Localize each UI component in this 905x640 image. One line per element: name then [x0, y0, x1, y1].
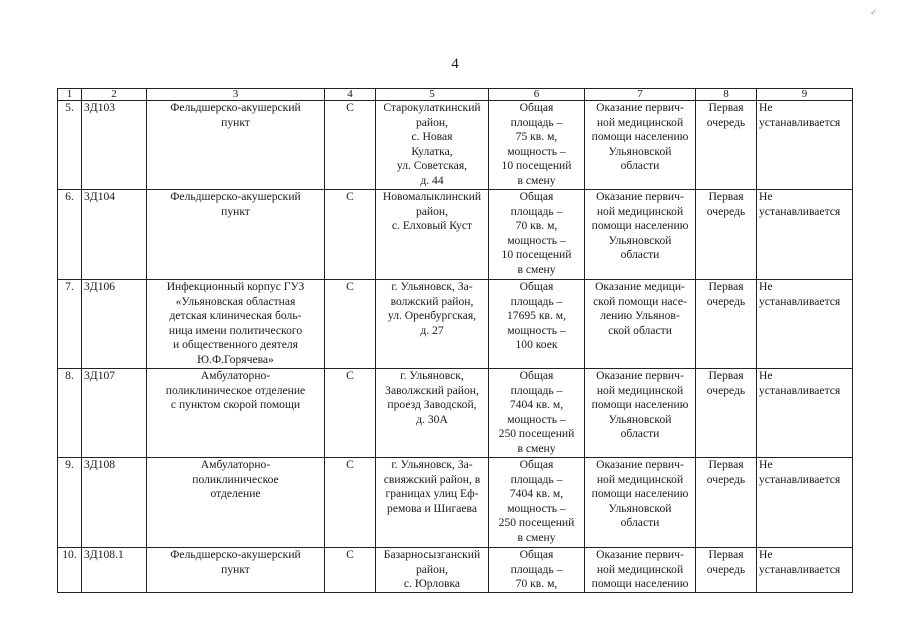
object-name: Инфекционный корпус ГУЗ «Ульяновская областная детская клиническая боль- ница имени политического и общественного деятеля Ю.Ф.Горячева» [166, 280, 305, 366]
object-name-cell [147, 548, 325, 593]
object-code: 3Д108 [84, 458, 116, 471]
category-cell [325, 548, 376, 593]
object-name-cell [147, 280, 325, 369]
characteristics: Общая площадь – 7404 кв. м, мощность – 250 посещений в смену [498, 458, 575, 544]
column-header: 4 [325, 89, 376, 101]
object-name-cell [147, 369, 325, 458]
object-code: 3Д104 [84, 190, 116, 203]
object-code-cell [82, 458, 147, 548]
scan-artifact-mark: ✓ [870, 8, 878, 18]
object-name-cell [147, 101, 325, 190]
zone-status: Не устанавливается [759, 280, 841, 308]
purpose-cell [585, 458, 696, 548]
location: Старокулаткинский район, с. Новая Кулатка, ул. Советская, д. 44 [383, 101, 481, 187]
purpose-cell [585, 548, 696, 593]
object-code-cell [82, 548, 147, 593]
object-name: Амбулаторно- поликлиническое отделение [192, 458, 279, 501]
characteristics-cell [489, 548, 585, 593]
characteristics-cell [489, 101, 585, 190]
purpose: Оказание медици- ской помощи насе- лению Ульянов- ской области [593, 280, 687, 337]
location-cell [376, 458, 489, 548]
table-header-row [58, 89, 853, 101]
purpose-cell [585, 369, 696, 458]
object-name: Фельдшерско-акушерский пункт [170, 101, 301, 129]
category: С [346, 280, 354, 293]
characteristics: Общая площадь – 17695 кв. м, мощность – 100 коек [506, 280, 567, 352]
object-code: 3Д108.1 [84, 548, 124, 561]
zone-status: Не устанавливается [759, 101, 841, 129]
characteristics: Общая площадь – 7404 кв. м, мощность – 250 посещений в смену [498, 369, 575, 455]
priority: Первая очередь [706, 458, 746, 486]
column-header: 5 [376, 89, 489, 101]
table-row [58, 280, 853, 369]
column-header: 1 [58, 89, 82, 101]
location-cell [376, 190, 489, 280]
purpose: Оказание первич- ной медицинской помощи населению Ульяновской области [591, 190, 689, 262]
characteristics: Общая площадь – 75 кв. м, мощность – 10 посещений в смену [501, 101, 572, 187]
zone-status: Не устанавливается [759, 548, 841, 576]
location: Базарносызганский район, с. Юрловка [383, 548, 481, 591]
characteristics: Общая площадь – 70 кв. м, [510, 548, 563, 591]
priority: Первая очередь [706, 280, 746, 308]
table-row [58, 458, 853, 548]
object-code: 3Д103 [84, 101, 116, 114]
row-number: 7. [65, 280, 74, 293]
zone-status: Не устанавливается [759, 369, 841, 397]
category: С [346, 458, 354, 471]
zone-status: Не устанавливается [759, 190, 841, 218]
table-row [58, 548, 853, 593]
row-number: 6. [65, 190, 74, 203]
priority-cell [696, 101, 757, 190]
row-number: 10. [62, 548, 77, 561]
page-number: 4 [451, 56, 459, 72]
column-header: 2 [82, 89, 147, 101]
location: г. Ульяновск, За- волжский район, ул. Оренбургская, д. 27 [387, 280, 477, 337]
location-cell [376, 548, 489, 593]
priority: Первая очередь [706, 369, 746, 397]
priority: Первая очередь [706, 101, 746, 129]
priority-cell [696, 548, 757, 593]
zone-status-cell [757, 458, 853, 548]
priority-cell [696, 280, 757, 369]
zone-status-cell [757, 369, 853, 458]
object-name-cell [147, 190, 325, 280]
object-name: Фельдшерско-акушерский пункт [170, 190, 301, 218]
zone-status-cell [757, 190, 853, 280]
zone-status-cell [757, 280, 853, 369]
object-code: 3Д107 [84, 369, 116, 382]
column-header: 3 [147, 89, 325, 101]
category: С [346, 190, 354, 203]
row-number: 5. [65, 101, 74, 114]
purpose-cell [585, 190, 696, 280]
table-row [58, 369, 853, 458]
category-cell [325, 190, 376, 280]
priority-cell [696, 190, 757, 280]
object-code-cell [82, 280, 147, 369]
row-number-cell [58, 101, 82, 190]
row-number: 9. [65, 458, 74, 471]
priority-cell [696, 369, 757, 458]
purpose: Оказание первич- ной медицинской помощи населению Ульяновской области [591, 101, 689, 173]
column-header: 8 [696, 89, 757, 101]
characteristics-cell [489, 458, 585, 548]
object-name: Фельдшерско-акушерский пункт [170, 548, 301, 576]
purpose: Оказание первич- ной медицинской помощи населению Ульяновской области [591, 369, 689, 441]
characteristics-cell [489, 369, 585, 458]
zone-status: Не устанавливается [759, 458, 841, 486]
location-cell [376, 101, 489, 190]
characteristics: Общая площадь – 70 кв. м, мощность – 10 посещений в смену [501, 190, 572, 276]
object-code: 3Д106 [84, 280, 116, 293]
priority: Первая очередь [706, 548, 746, 576]
category-cell [325, 280, 376, 369]
row-number: 8. [65, 369, 74, 382]
location-cell [376, 280, 489, 369]
column-header: 9 [757, 89, 853, 101]
characteristics-cell [489, 190, 585, 280]
category: С [346, 369, 354, 382]
row-number-cell [58, 190, 82, 280]
column-header: 7 [585, 89, 696, 101]
location-cell [376, 369, 489, 458]
category: С [346, 548, 354, 561]
category-cell [325, 101, 376, 190]
object-name: Амбулаторно- поликлиническое отделение с пунктом скорой помощи [165, 369, 306, 412]
category: С [346, 101, 354, 114]
location: г. Ульяновск, За- свияжский район, в границах улиц Еф- ремова и Шигаева [383, 458, 481, 515]
row-number-cell [58, 369, 82, 458]
row-number-cell [58, 280, 82, 369]
row-number-cell [58, 458, 82, 548]
zone-status-cell [757, 101, 853, 190]
category-cell [325, 458, 376, 548]
purpose-cell [585, 280, 696, 369]
purpose: Оказание первич- ной медицинской помощи населению [591, 548, 689, 591]
category-cell [325, 369, 376, 458]
table-row [58, 101, 853, 190]
characteristics-cell [489, 280, 585, 369]
column-header: 6 [489, 89, 585, 101]
purpose: Оказание первич- ной медицинской помощи населению Ульяновской области [591, 458, 689, 530]
location: Новомалыклинский район, с. Елховый Куст [382, 190, 482, 233]
row-number-cell [58, 548, 82, 593]
location: г. Ульяновск, Заволжский район, проезд Заводской, д. 30А [385, 369, 479, 426]
object-code-cell [82, 369, 147, 458]
priority-cell [696, 458, 757, 548]
purpose-cell [585, 101, 696, 190]
object-name-cell [147, 458, 325, 548]
priority: Первая очередь [706, 190, 746, 218]
object-code-cell [82, 190, 147, 280]
zone-status-cell [757, 548, 853, 593]
objects-table [57, 88, 853, 593]
object-code-cell [82, 101, 147, 190]
table-row [58, 190, 853, 280]
